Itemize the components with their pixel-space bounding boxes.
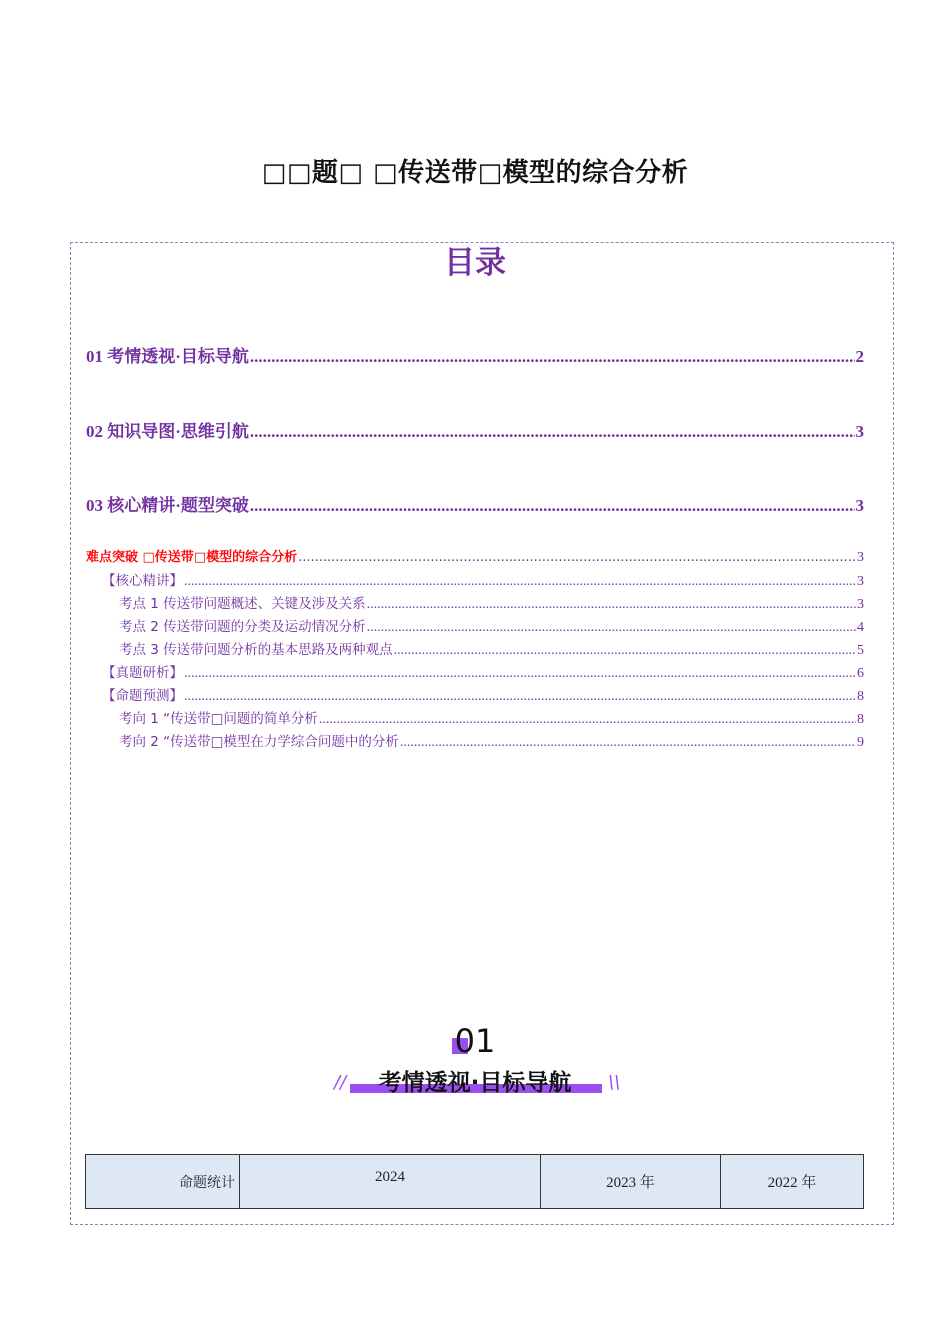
toc-sub-entry[interactable] [119, 592, 864, 613]
toc-entry-02[interactable] [86, 417, 864, 442]
section-name: 考情透视·目标导航 [378, 1070, 572, 1096]
table-column-header: 2022 年 [721, 1155, 864, 1209]
table-row [86, 1155, 864, 1209]
toc-entry-label: 考点 3 传送带问题分析的基本思路及两种观点 [119, 642, 393, 658]
toc-sub-entry[interactable] [102, 569, 864, 590]
toc-entry-page: 3 [857, 550, 864, 565]
toc-entry-page: 8 [857, 689, 864, 704]
table-column-header: 2023 年 [541, 1155, 721, 1209]
toc-sub-entry[interactable] [102, 684, 864, 705]
table-column-header: 2024 [240, 1155, 541, 1209]
stats-table [85, 1154, 864, 1209]
toc-sub-entry[interactable] [102, 661, 864, 682]
toc-entry-page: 3 [855, 496, 864, 515]
toc-entry-01[interactable] [86, 342, 864, 367]
toc-entry-label: 【核心精讲】 [102, 573, 183, 589]
toc-entry-page: 8 [857, 712, 864, 727]
toc-leader-dots [184, 574, 856, 590]
toc-entry-page: 3 [857, 597, 864, 612]
toc-leader-dots [319, 712, 856, 728]
toc-entry-label: 考点 2 传送带问题的分类及运动情况分析 [119, 619, 366, 635]
toc-sub-entry[interactable] [119, 707, 864, 728]
toc-leader-dots [184, 666, 856, 682]
section-banner [330, 1020, 620, 1100]
toc-leader-dots [298, 550, 856, 565]
document-title: □□题□ □传送带□模型的综合分析 [261, 158, 689, 188]
toc-entry-label: 03 核心精讲·题型突破 [86, 496, 249, 515]
toc-entry-label: 【真题研析】 [102, 665, 183, 681]
toc-leader-dots [184, 689, 856, 705]
toc-entry-label: 难点突破 □传送带□模型的综合分析 [86, 550, 298, 565]
toc-leader-dots [250, 347, 855, 367]
toc-entry-label: 01 考情透视·目标导航 [86, 347, 249, 366]
banner-right-mark: \\ [608, 1072, 621, 1093]
toc-entry-label: 考向 2 “传送带□模型在力学综合问题中的分析 [119, 734, 399, 750]
toc-entry-label: 考点 1 传送带问题概述、关键及涉及关系 [119, 596, 366, 612]
toc-entry-page: 3 [857, 574, 864, 589]
toc-topic-entry[interactable] [86, 546, 864, 566]
toc-entry-page: 3 [855, 422, 864, 441]
toc-entry-label: 【命题预测】 [102, 688, 183, 704]
toc-leader-dots [367, 620, 856, 636]
toc-leader-dots [250, 422, 855, 442]
toc-leader-dots [400, 735, 856, 751]
toc-entry-page: 9 [857, 735, 864, 750]
toc-leader-dots [394, 643, 856, 659]
toc-leader-dots [250, 496, 855, 516]
toc-entry-label: 考向 1 “传送带□问题的简单分析 [119, 711, 318, 727]
toc-heading: 目录 [444, 245, 506, 281]
toc-sub-entry[interactable] [119, 638, 864, 659]
toc-entry-page: 6 [857, 666, 864, 681]
table-row-header: 命题统计 [86, 1155, 240, 1209]
banner-left-mark: // [334, 1072, 347, 1093]
toc-entry-page: 2 [855, 347, 864, 366]
toc-entry-label: 02 知识导图·思维引航 [86, 422, 249, 441]
toc-sub-entry[interactable] [119, 730, 864, 751]
toc-entry-03[interactable] [86, 491, 864, 516]
toc-leader-dots [367, 597, 856, 613]
section-number: 01 [454, 1022, 496, 1060]
toc-entry-page: 4 [857, 620, 864, 635]
toc-entry-page: 5 [857, 643, 864, 658]
toc-sub-entry[interactable] [119, 615, 864, 636]
